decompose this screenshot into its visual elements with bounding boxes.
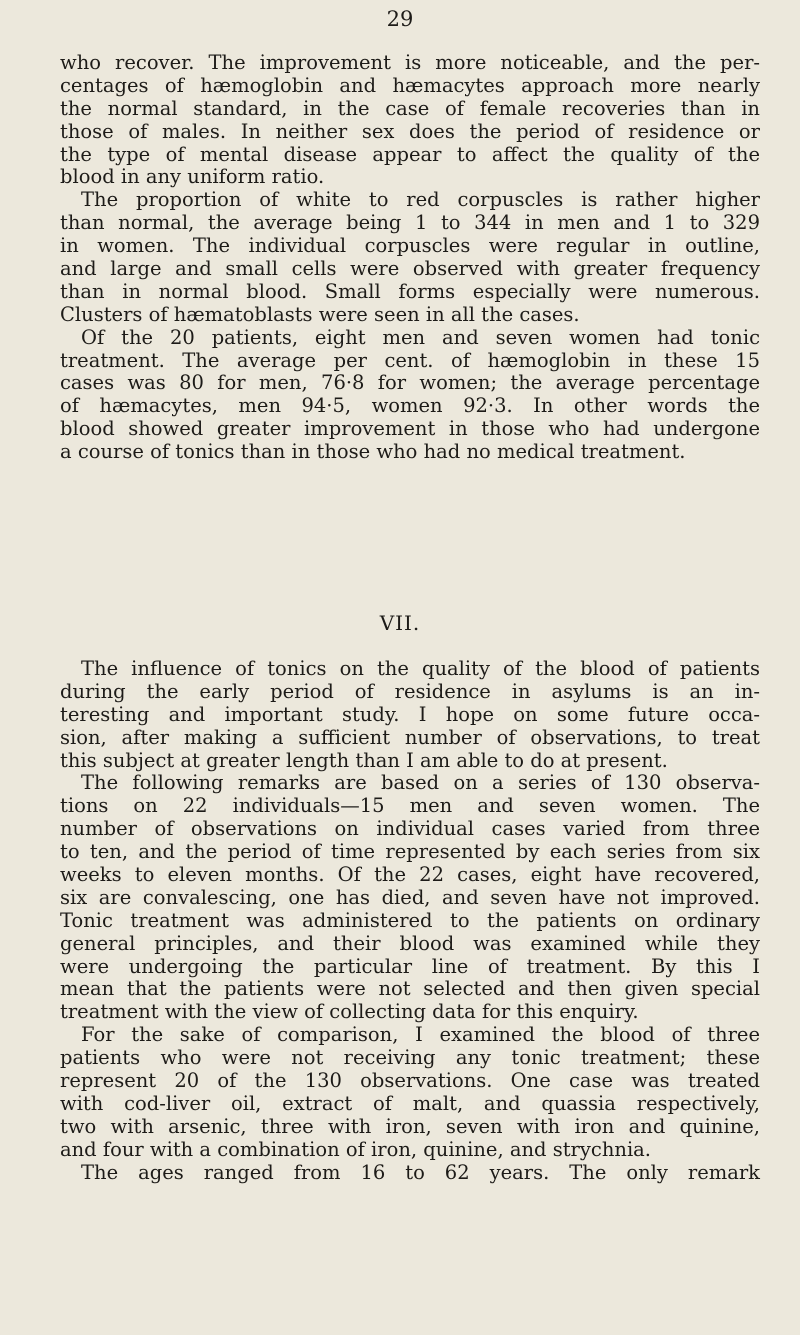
- text-line: sion, after making a sufficient number of observations, to treat: [60, 725, 760, 749]
- text-line: to ten, and the period of time represented by each series from six: [60, 840, 760, 864]
- text-line: mean that the patients were not selected and then given special: [60, 977, 760, 1001]
- text-line: number of observations on individual cases varied from three: [60, 817, 760, 841]
- text-line: blood in any uniform ratio.: [60, 165, 325, 189]
- section-heading: VII.: [379, 611, 421, 635]
- text-line: patients who were not receiving any tonic treatment; these: [60, 1046, 760, 1070]
- section-vii-body: [60, 658, 760, 1184]
- text-line: The following remarks are based on a series of 130 observa-: [81, 771, 760, 795]
- text-line: For the sake of comparison, I examined the blood of three: [81, 1023, 760, 1047]
- text-line: with cod-liver oil, extract of malt, and quassia respectively,: [60, 1091, 760, 1115]
- text-line: general principles, and their blood was examined while they: [60, 931, 760, 955]
- text-line: tions on 22 individuals—15 men and seven women. The: [60, 794, 760, 818]
- text-line: this subject at greater length than I am able to do at present.: [60, 748, 668, 772]
- text-line: centages of hæmoglobin and hæmacytes approach more nearly: [60, 73, 760, 97]
- text-line: of hæmacytes, men 94·5, women 92·3. In other words the: [60, 394, 760, 418]
- text-line: and four with a combination of iron, quinine, and strychnia.: [60, 1137, 651, 1161]
- text-line: Clusters of hæmatoblasts were seen in all the cases.: [60, 302, 580, 326]
- text-line: cases was 80 for men, 76·8 for women; the average percentage: [60, 371, 760, 395]
- text-line: than in normal blood. Small forms especially were numerous.: [60, 279, 760, 303]
- text-line: Of the 20 patients, eight men and seven women had tonic: [81, 325, 760, 349]
- text-line: than normal, the average being 1 to 344 in men and 1 to 329: [60, 211, 760, 235]
- text-line: represent 20 of the 130 observations. One case was treated: [60, 1069, 760, 1093]
- text-line: teresting and important study. I hope on some future occa-: [60, 702, 760, 726]
- text-line: The proportion of white to red corpuscles is rather higher: [81, 188, 760, 212]
- text-line: those of males. In neither sex does the period of residence or: [60, 119, 760, 143]
- text-line: who recover. The improvement is more noticeable, and the per-: [60, 51, 760, 74]
- text-line: treatment with the view of collecting data for this enquiry.: [60, 1000, 639, 1024]
- paragraphs-before-section-vii: [60, 52, 760, 464]
- page-number: 29: [386, 7, 414, 31]
- text-line: two with arsenic, three with iron, seven with iron and quinine,: [60, 1114, 760, 1138]
- text-line: The ages ranged from 16 to 62 years. The only remark: [81, 1160, 760, 1184]
- text-line: blood showed greater improvement in those who had undergone: [60, 417, 760, 441]
- text-line: the normal standard, in the case of female recoveries than in: [60, 96, 760, 120]
- text-line: were undergoing the particular line of treatment. By this I: [60, 954, 760, 978]
- text-line: Tonic treatment was administered to the patients on ordinary: [60, 908, 760, 932]
- text-line: six are convalescing, one has died, and seven have not improved.: [60, 885, 760, 909]
- text-line: treatment. The average per cent. of hæmoglobin in these 15: [60, 348, 760, 372]
- text-line: the type of mental disease appear to affect the quality of the: [60, 142, 760, 166]
- text-line: weeks to eleven months. Of the 22 cases, eight have recovered,: [60, 863, 760, 887]
- text-line: during the early period of residence in asylums is an in-: [60, 679, 760, 703]
- text-line: and large and small cells were observed with greater frequency: [60, 257, 760, 281]
- text-line: The influence of tonics on the quality of the blood of patients: [81, 657, 760, 680]
- text-line: a course of tonics than in those who had no medical treatment.: [60, 440, 686, 464]
- text-line: in women. The individual corpuscles were regular in outline,: [60, 234, 760, 258]
